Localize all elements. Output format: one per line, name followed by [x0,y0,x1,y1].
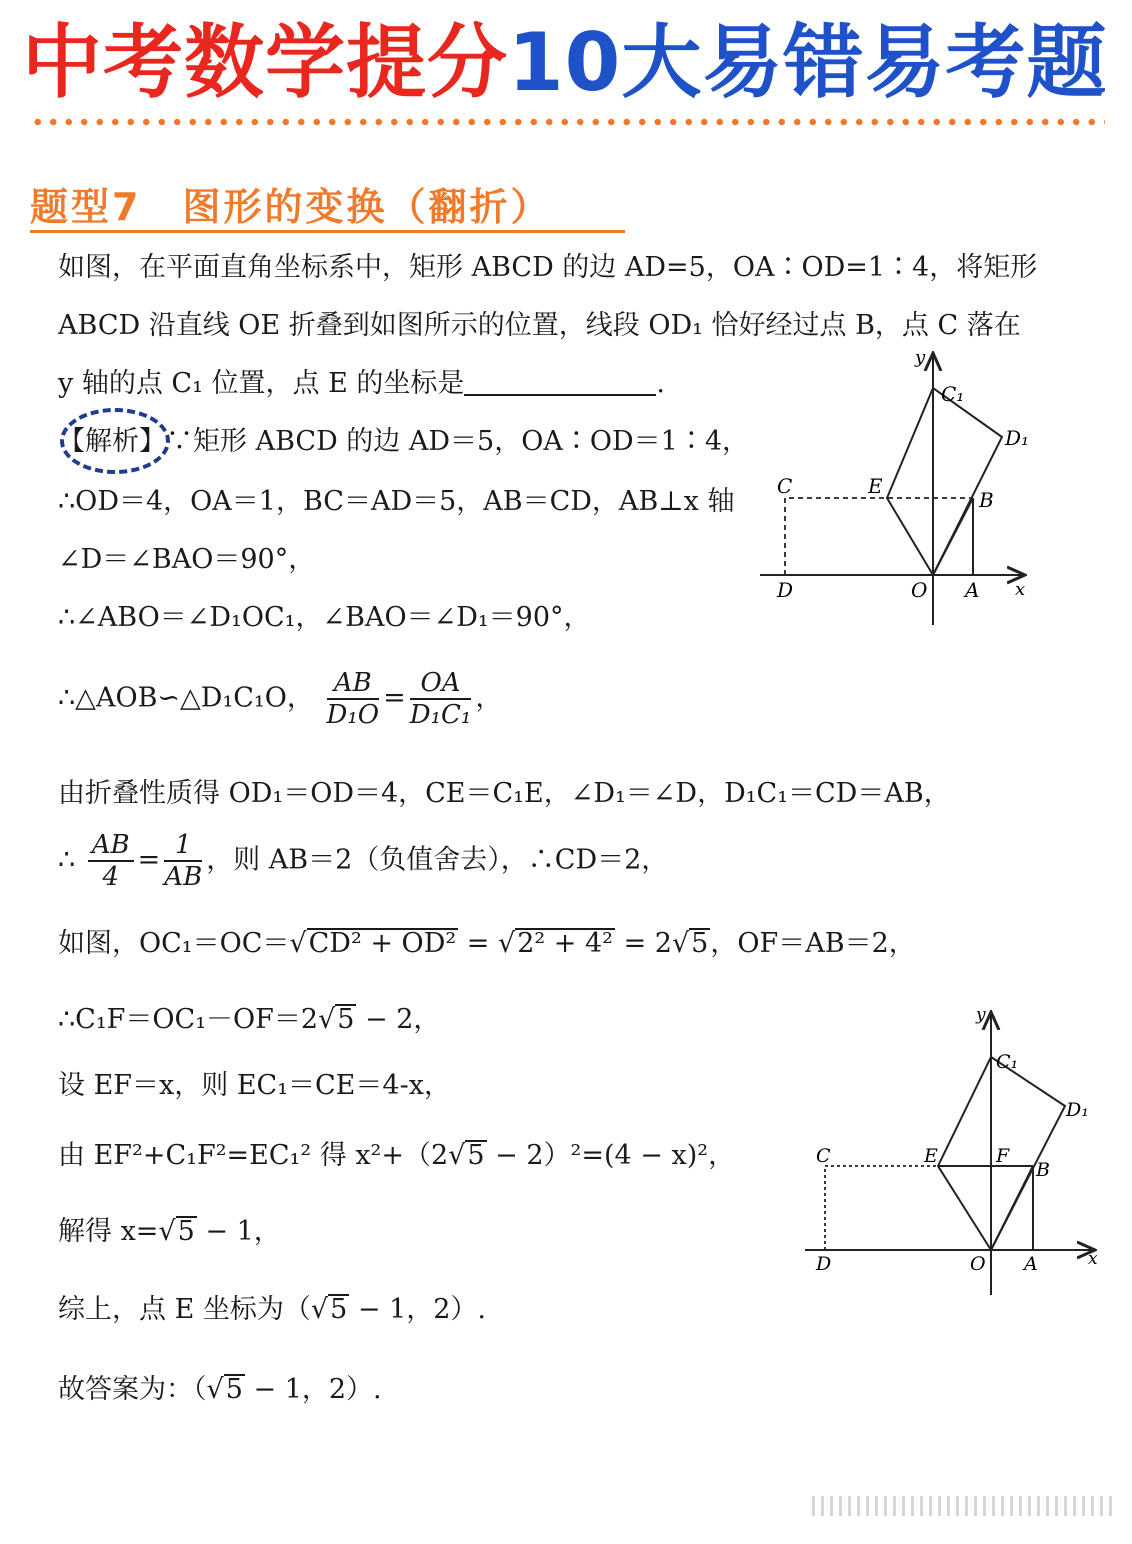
sqrt-5: 5 [337,1004,355,1035]
section-heading: 题型7 图形的变换（翻折） [30,185,552,229]
label-c: C [777,474,793,498]
label-d1: D₁ [1005,426,1030,450]
dotted-rectangle-part [825,1166,938,1250]
problem-line-1: 如图，在平面直角坐标系中，矩形 ABCD 的边 AD=5，OA∶OD=1∶4，将矩形 [58,252,1038,283]
fraction-ab-d1o [327,668,380,730]
label-y: y [915,347,926,368]
title-red-part: 中考数学提分 [22,16,508,109]
figure-2 [800,1000,1110,1300]
solution-line-10: 设 EF＝x，则 EC₁＝CE＝4-x， [58,1070,451,1101]
label-o: O [911,578,928,602]
section-underline [30,230,625,233]
figure-1 [755,345,1035,630]
fraction-numerator: OA [410,668,472,700]
summary-end: − 1，2）. [349,1294,487,1325]
segment-ob [991,1166,1033,1250]
fraction-numerator: AB [88,830,134,862]
fraction-denominator: AB [164,862,203,892]
fraction-denominator: D₁C₁ [409,700,472,730]
solve-text: 解得 x= [58,1216,159,1247]
watermark [812,1496,1112,1516]
of-text: ，OF＝AB＝2， [710,928,916,959]
solution-line-14: 故答案为：（√5 − 1，2）. [58,1374,382,1405]
solution-line-8: 如图，OC₁＝OC＝√CD² + OD² = √2² + 4² = 2√5，OF＝AB＝2， [58,928,916,959]
oc1-text: 如图，OC₁＝OC＝ [58,928,290,959]
answer-blank [464,368,656,396]
page-title [22,18,1112,108]
sqrt-5: 5 [177,1216,195,1247]
label-o: O [970,1253,986,1275]
label-c1: C₁ [941,382,965,406]
solution-line-1-text: ∵矩形 ABCD 的边 AD＝5，OA∶OD＝1∶4， [166,426,749,457]
answer-end: − 1，2）. [244,1374,382,1405]
problem-line-3-end: . [656,368,665,399]
analysis-tag: 【解析】 [58,426,166,457]
therefore-symbol: ∴ [58,844,76,876]
problem-line-2: ABCD 沿直线 OE 折叠到如图所示的位置，线段 OD₁ 恰好经过点 B，点 C 落在 [58,310,1021,341]
sqrt-5: 5 [330,1294,348,1325]
sqrt-5: 5 [225,1374,243,1405]
c1f-text: ∴C₁F＝OC₁－OF＝2 [58,1004,319,1035]
segment-ob [933,498,973,575]
label-f: F [996,1145,1010,1167]
equals-two: = 2 [614,928,672,959]
label-b: B [1036,1159,1050,1181]
dotted-divider [30,118,1105,126]
solution-line-11: 由 EF²+C₁F²=EC₁² 得 x²+（2√5 − 2）²=(4 − x)²， [58,1140,736,1171]
fraction-denominator: D₁O [326,700,380,730]
summary-text: 综上，点 E 坐标为（ [58,1294,311,1325]
solution-line-2: ∴OD＝4，OA＝1，BC＝AD＝5，AB＝CD，AB⊥x 轴 [58,486,735,517]
sqrt-2-4: 2² + 4² [517,928,613,959]
label-d: D [777,578,794,602]
fraction-ab-4 [88,830,134,892]
fraction-1-ab [164,830,202,892]
solution-line-6: 由折叠性质得 OD₁＝OD＝4，CE＝C₁E，∠D₁＝∠D，D₁C₁＝CD＝AB， [58,778,951,809]
label-x: x [1015,579,1026,600]
similar-triangles-text: ∴△AOB∽△D₁C₁O， [58,682,314,714]
solve-end: − 1， [196,1216,281,1247]
fraction-oa-d1c1 [410,668,472,730]
solution-line-4: ∴∠ABO＝∠D₁OC₁，∠BAO＝∠D₁＝90°， [58,602,591,633]
solution-line-5: ∴△AOB∽△D₁C₁O， $\frac{AB}{\text{D₁O}}$ = $\frac{OA}{\text{D₁C₁}}$ ， [58,668,503,730]
c1f-end: − 2， [356,1004,441,1035]
problem-line-3-text: y 轴的点 C₁ 位置，点 E 的坐标是 [58,368,465,399]
fraction-denominator: 4 [102,862,119,892]
solution-line-1 [58,424,749,460]
fraction-numerator: 1 [164,830,202,862]
solution-line-7-text: ，则 AB＝2（负值舍去），∴CD＝2， [206,844,669,876]
solution-line-9: ∴C₁F＝OC₁－OF＝2√5 − 2， [58,1004,441,1035]
label-c: C [816,1145,831,1167]
sqrt-5: 5 [467,1140,485,1171]
punctuation: ， [475,682,503,714]
title-blue-part: 10大易错易考题 [508,16,1108,109]
solution-line-12: 解得 x=√5 − 1， [58,1216,281,1247]
label-d: D [816,1253,832,1275]
label-e: E [924,1145,938,1167]
problem-line-3 [58,366,665,402]
label-y: y [976,1005,986,1025]
answer-text: 故答案为：（ [58,1374,207,1405]
equals-sign: = [458,928,498,959]
label-c1: C₁ [996,1051,1019,1073]
sqrt-5: 5 [691,928,709,959]
solution-line-13: 综上，点 E 坐标为（√5 − 1，2）. [58,1294,487,1325]
equation-text: 由 EF²+C₁F²=EC₁² 得 x²+（2 [58,1140,449,1171]
label-a: A [1024,1253,1038,1275]
label-x: x [1088,1249,1098,1269]
solution-line-3: ∠D＝∠BAO＝90°， [58,544,316,575]
label-d1: D₁ [1066,1099,1089,1121]
equation-end: − 2）²=(4 − x)²， [486,1140,736,1171]
label-a: A [965,578,980,602]
dashed-rectangle-part [785,498,973,575]
solution-line-7: ∴ $\frac{AB}{4}$ = $\frac{1}{AB}$ ，则 AB＝2（负值舍去），∴CD＝2， [58,830,669,892]
label-b: B [979,488,994,512]
fraction-numerator: AB [327,668,380,700]
folded-quadrilateral [887,388,1002,575]
label-e: E [868,474,883,498]
sqrt-cd-od: CD² + OD² [308,928,457,959]
